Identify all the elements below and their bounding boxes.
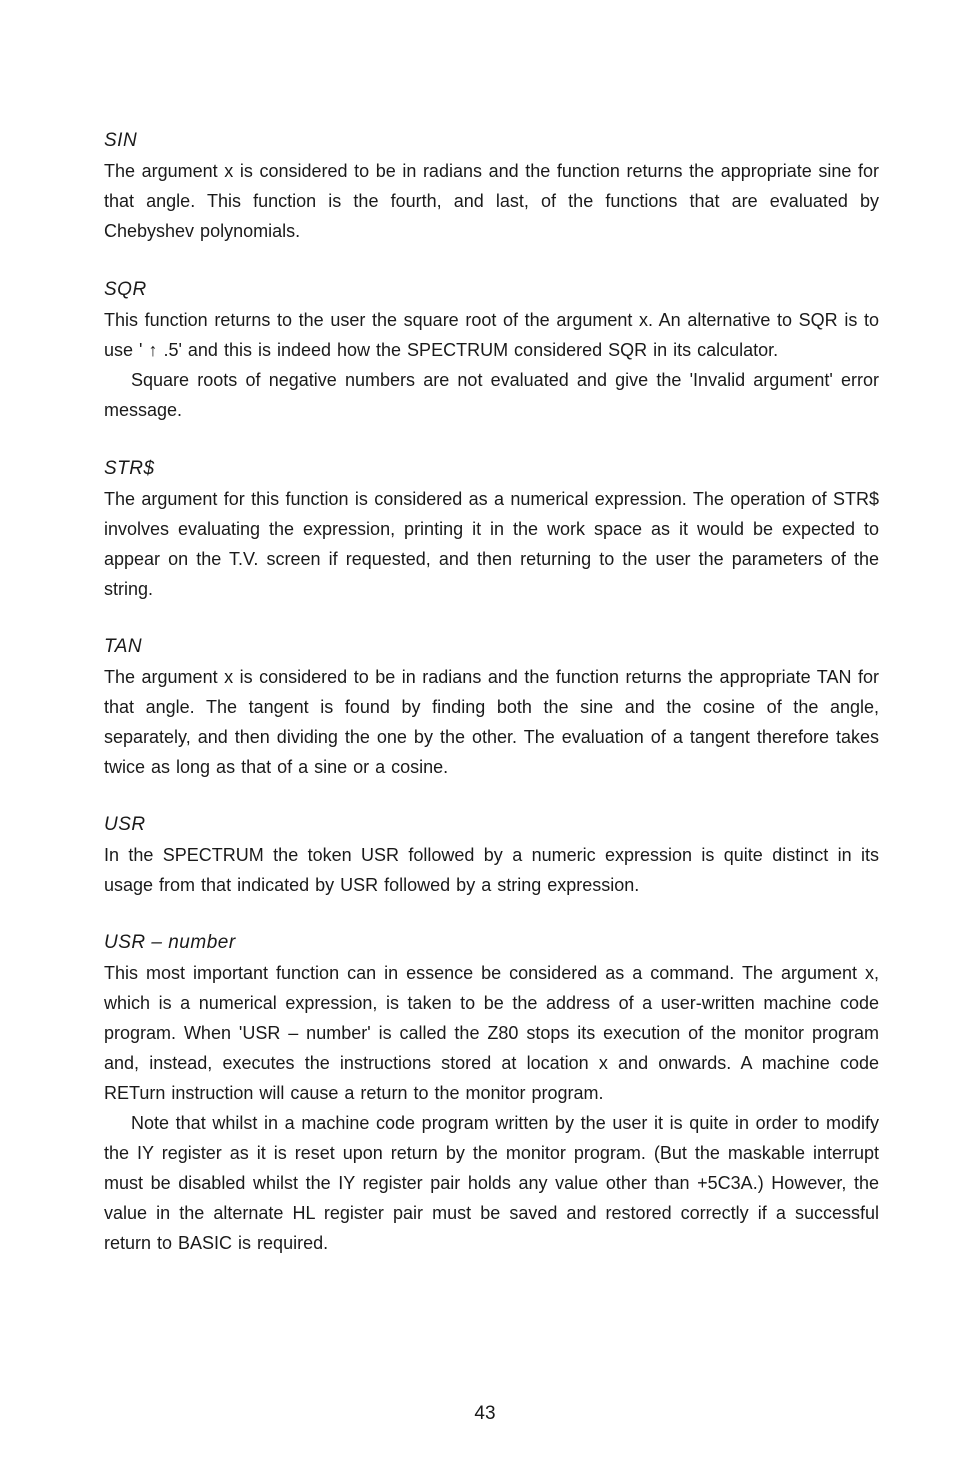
section-sqr	[104, 275, 879, 425]
section-usr-number	[104, 928, 879, 1258]
section-paragraph: The argument x is considered to be in radians and the function returns the appropriate sine for that angle. This function is the fourth, and last, of the functions that are evaluated by Chebyshev polynomials.	[104, 161, 879, 241]
section-paragraph: This most important function can in essence be considered as a command. The argument x, which is a numerical expression, is taken to be the address of a user-written machine code program. When 'USR – number' is called the Z80 stops its execution of the monitor program and, instead, executes the instructions stored at location x and onwards. A machine code RETurn instruction will cause a return to the monitor program.	[104, 963, 879, 1103]
section-paragraph: The argument x is considered to be in radians and the function returns the appropriate TAN for that angle. The tangent is found by finding both the sine and the cosine of the angle, separately, and then dividing the one by the other. The evaluation of a tangent therefore takes twice as long as that of a sine or a cosine.	[104, 667, 879, 777]
section-paragraph: Note that whilst in a machine code program written by the user it is quite in order to modify the IY register as it is reset upon return by the monitor program. (But the maskable interrupt must be disabled whilst the IY register pair holds any value other than +5C3A.) However, the value in the alternate HL register pair must be saved and restored correctly if a successful return to BASIC is required.	[104, 1113, 879, 1253]
section-paragraph: In the SPECTRUM the token USR followed by a numeric expression is quite distinct in its usage from that indicated by USR followed by a string expression.	[104, 845, 879, 895]
section-heading: SQR	[104, 279, 147, 300]
section-heading: USR	[104, 814, 146, 835]
section-paragraph: The argument for this function is considered as a numerical expression. The operation of STR$ involves evaluating the expression, printing it in the work space as it would be expected to appear on the T.V. screen if requested, and then returning to the user the parameters of the string.	[104, 489, 879, 599]
section-usr	[104, 810, 879, 900]
section-heading: TAN	[104, 636, 143, 657]
section-paragraph: Square roots of negative numbers are not evaluated and give the 'Invalid argument' error message.	[104, 370, 879, 420]
section-paragraph: This function returns to the user the square root of the argument x. An alternative to SQR is to use ' ↑ .5' and this is indeed how the SPECTRUM considered SQR in its calculator.	[104, 310, 879, 360]
page-content	[104, 126, 879, 1258]
section-heading: USR – number	[104, 932, 236, 953]
page-number: 43	[474, 1403, 496, 1424]
section-tan	[104, 632, 879, 782]
section-heading: STR$	[104, 458, 155, 479]
section-sin	[104, 126, 879, 246]
section-str	[104, 454, 879, 604]
section-heading: SIN	[104, 130, 138, 151]
